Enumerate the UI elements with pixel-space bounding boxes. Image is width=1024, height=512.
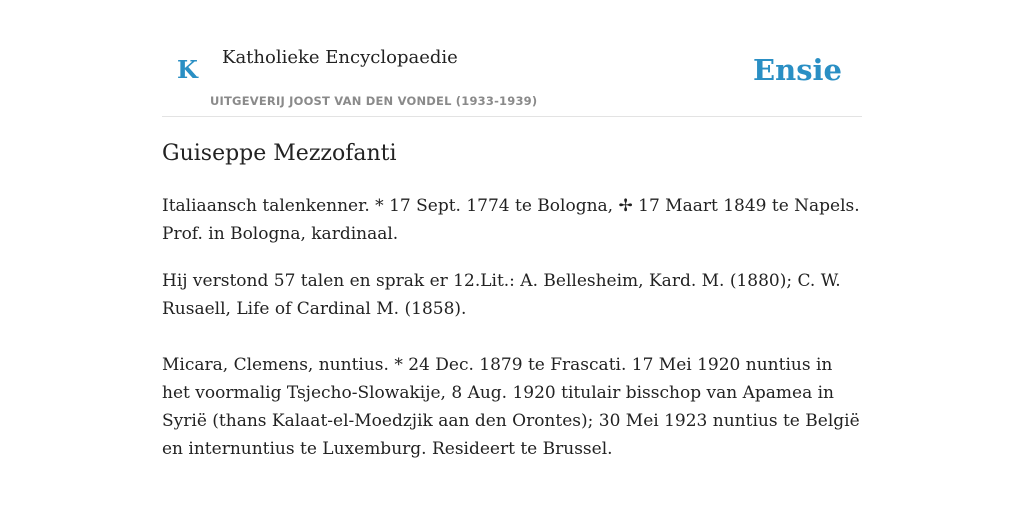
article-paragraph: Hij verstond 57 talen en sprak er 12.Lit.: A. Bellesheim, Kard. M. (1880); C. W. Rusaell, Life of Cardinal M. (1858). [162,271,841,319]
logo-icon[interactable]: K [177,55,198,84]
site-title[interactable]: Katholieke Encyclopaedie [222,47,458,68]
publisher-subtitle: UITGEVERIJ JOOST VAN DEN VONDEL (1933-1939) [210,94,538,108]
article-paragraph: Italiaansch talenkenner. * 17 Sept. 1774 te Bologna, ✢ 17 Maart 1849 te Napels. Prof. in Bologna, kardinaal. [162,196,860,244]
article [162,138,862,463]
brand-logo[interactable]: Ensie [753,53,842,87]
article-title: Guiseppe Mezzofanti [162,141,397,166]
article-paragraph: Micara, Clemens, nuntius. * 24 Dec. 1879 te Frascati. 17 Mei 1920 nuntius in het voormalig Tsjecho-Slowakije, 8 Aug. 1920 titulair bisschop van Apamea in Syrië (thans Kalaat-el-Moedzjik aan den Orontes); 30 Mei 1923 nuntius te België en internuntius te Luxemburg. Resideert te Brussel. [162,355,860,459]
site-header [162,0,862,117]
